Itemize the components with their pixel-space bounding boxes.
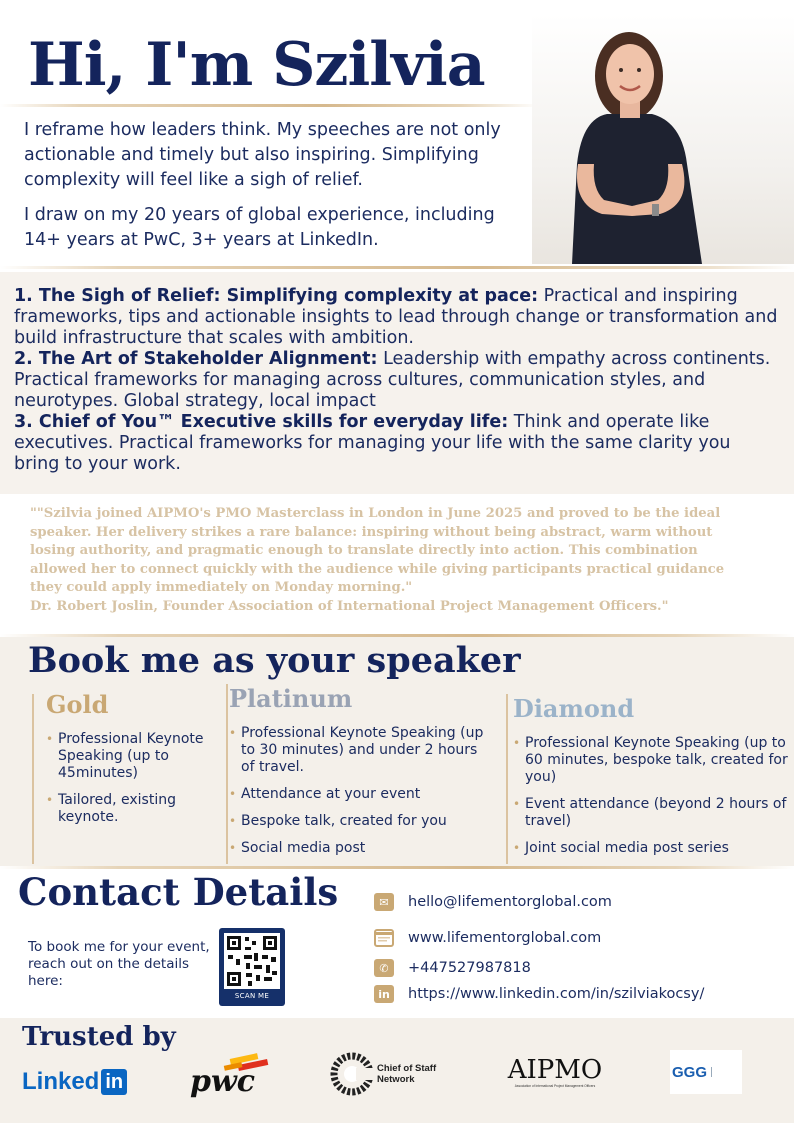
topic-heading: 1. The Sigh of Relief: Simplifying complexity at pace:: [14, 286, 539, 306]
speaker-photo: [532, 14, 794, 264]
tier-name: Diamond: [513, 694, 635, 723]
tier-feature: • Bespoke talk, created for you: [229, 813, 489, 830]
intro-text: [24, 118, 524, 253]
chief-of-staff-logo: [330, 1052, 447, 1096]
tier-feature: • Social media post: [229, 840, 489, 857]
qr-label: SCAN ME: [234, 992, 270, 1000]
contact-linkedin[interactable]: [374, 983, 704, 1005]
topic-item: [14, 286, 780, 349]
intro-paragraph-2: I draw on my 20 years of global experience, including 14+ years at PwC, 3+ years at LinkedIn.: [24, 205, 495, 250]
intro-paragraph-1: I reframe how leaders think. My speeches are not only actionable and timely but also inspiring. Simplifying complexity will feel like a sigh of relief.: [24, 120, 501, 190]
email-icon: ✉: [374, 893, 394, 911]
tier-feature: • Professional Keynote Speaking (up to 45minutes): [46, 731, 222, 782]
tier-feature: • Professional Keynote Speaking (up to 30 minutes) and under 2 hours of travel.: [229, 725, 489, 776]
contact-instructions: To book me for your event, reach out on the details here:: [28, 939, 210, 989]
pwc-logo: [188, 1052, 278, 1098]
trusted-title: Trusted by: [22, 1022, 176, 1052]
topic-item: [14, 412, 780, 475]
tier-feature: • Professional Keynote Speaking (up to 60 minutes, bespoke talk, created for you): [513, 735, 788, 786]
testimonial-author: Dr. Robert Joslin, Founder Association of International Project Management Officers.": [30, 598, 669, 614]
speaking-topics: [0, 272, 794, 494]
topic-heading: 3. Chief of You™ Executive skills for everyday life:: [14, 412, 509, 432]
tier-feature: • Joint social media post series: [513, 840, 788, 857]
phone-icon: ✆: [374, 959, 394, 977]
book-divider: [0, 634, 794, 637]
email-text[interactable]: hello@lifementorglobal.com: [408, 894, 612, 910]
contact-email[interactable]: [374, 891, 612, 913]
aipmo-logo-subtitle: Association of International Project Management Officers: [514, 1084, 596, 1088]
tier-diamond: [513, 694, 788, 867]
aipmo-logo-text: AIPMO: [507, 1055, 603, 1085]
tier-divider: [226, 684, 228, 864]
topic-text: Think and operate like executives. Practical frameworks for managing your life with the same clarity you bring to your work.: [14, 412, 731, 474]
chief-of-staff-icon: [330, 1052, 374, 1096]
contact-website[interactable]: [374, 927, 601, 949]
ggg-logo-text: GGG: [672, 1063, 708, 1081]
contact-divider: [0, 866, 794, 869]
qr-code[interactable]: [219, 928, 285, 1006]
pwc-logo-text: pwc: [190, 1064, 256, 1099]
topic-text: Practical and inspiring frameworks, tips and actionable insights to lead through change or transformation and build infrastructure that scales with ambition.: [14, 286, 778, 348]
topic-heading: 2. The Art of Stakeholder Alignment:: [14, 349, 378, 369]
ggg-logo-mark: [711, 1067, 725, 1077]
tier-divider: [32, 694, 34, 864]
ggg-logo: [670, 1050, 742, 1094]
tier-name: Gold: [46, 690, 109, 719]
phone-text[interactable]: +447527987818: [408, 960, 531, 976]
linkedin-logo-box: in: [101, 1069, 127, 1095]
contact-phone[interactable]: [374, 957, 531, 979]
book-title: Book me as your speaker: [28, 640, 521, 681]
testimonial: [30, 505, 730, 616]
linkedin-logo: [22, 1068, 127, 1096]
testimonial-quote: ""Szilvia joined AIPMO's PMO Masterclass in London in June 2025 and proved to be the ideal speaker. Her delivery strikes a rare balance: inspiring without being abstract, warm without losing authority, and pragmatic enough to translate directly into action. This combination allowed her to connect quickly with the audience while giving participants practical guidance they could apply immediately on Monday morning.": [30, 506, 725, 595]
chief-of-staff-text: Chief of Staff Network: [377, 1063, 437, 1085]
tier-gold: [46, 690, 222, 836]
tier-divider: [506, 694, 508, 864]
qr-code-icon: [224, 933, 280, 989]
tier-feature: • Tailored, existing keynote.: [46, 792, 222, 826]
browser-icon: [374, 929, 394, 947]
linkedin-text[interactable]: https://www.linkedin.com/in/szilviakocsy/: [408, 986, 705, 1002]
intro-divider: [0, 266, 794, 269]
tier-feature: • Event attendance (beyond 2 hours of travel): [513, 796, 788, 830]
tier-name: Platinum: [229, 684, 353, 713]
linkedin-icon: in: [374, 985, 394, 1003]
topic-text: Leadership with empathy across continents. Practical frameworks for managing across cultures, communication styles, and neurotypes. Global strategy, local impact: [14, 349, 771, 411]
aipmo-logo: [500, 1056, 610, 1088]
tier-platinum: [229, 684, 489, 867]
page-title: Hi, I'm Szilvia: [28, 30, 485, 100]
website-text[interactable]: www.lifementorglobal.com: [408, 930, 602, 946]
contact-title: Contact Details: [18, 870, 339, 914]
tier-feature: • Attendance at your event: [229, 786, 489, 803]
topic-item: [14, 349, 780, 412]
header-divider: [0, 104, 540, 107]
linkedin-logo-word: Linked: [22, 1068, 100, 1095]
